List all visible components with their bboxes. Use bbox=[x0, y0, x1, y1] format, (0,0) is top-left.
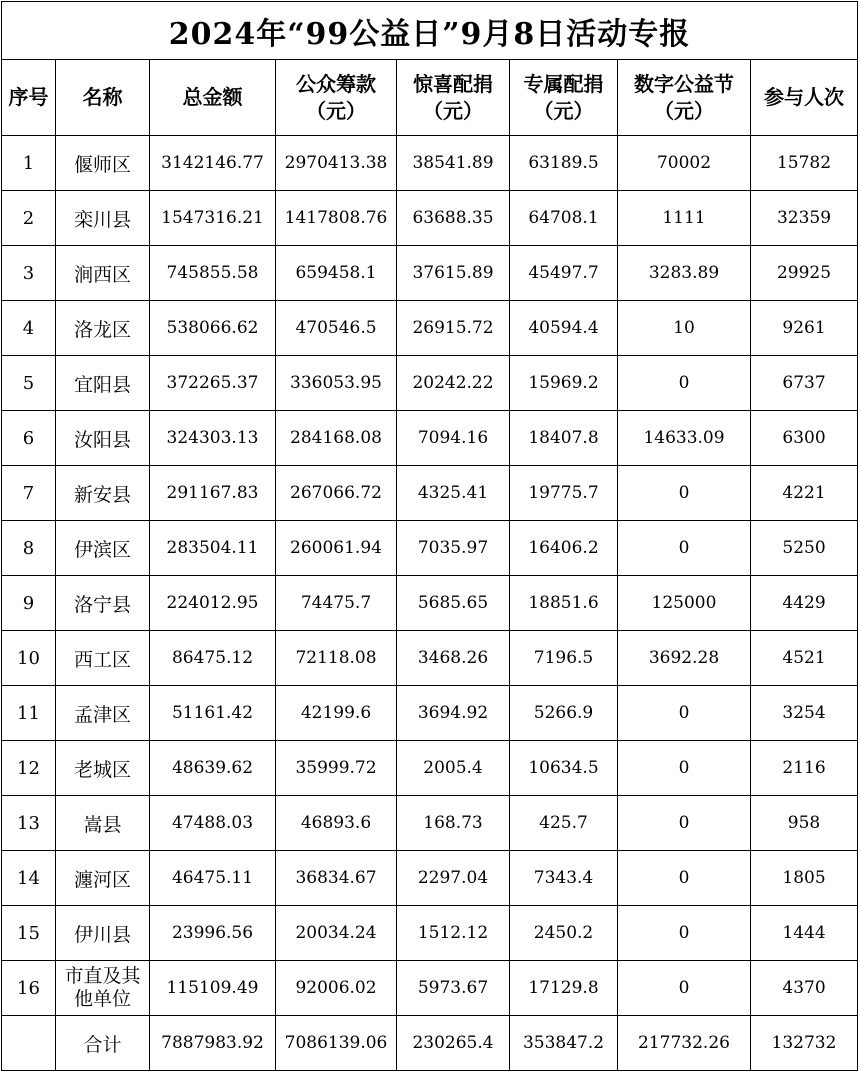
cell-surprise: 26915.72 bbox=[397, 301, 510, 356]
cell-people: 4429 bbox=[751, 576, 858, 631]
table-row bbox=[2, 356, 858, 411]
cell-index: 1 bbox=[2, 136, 56, 191]
header-name bbox=[56, 60, 150, 136]
cell-total: 324303.13 bbox=[150, 411, 276, 466]
header-people-label: 参与人次 bbox=[764, 85, 844, 109]
header-surprise bbox=[397, 60, 510, 136]
header-exclusive bbox=[510, 60, 618, 136]
cell-surprise: 1512.12 bbox=[397, 906, 510, 961]
cell-public: 74475.7 bbox=[276, 576, 397, 631]
cell-people: 1444 bbox=[751, 906, 858, 961]
header-digital-unit: （元） bbox=[654, 98, 714, 123]
cell-surprise: 5973.67 bbox=[397, 961, 510, 1016]
table-row bbox=[2, 521, 858, 576]
cell-surprise: 4325.41 bbox=[397, 466, 510, 521]
cell-public: 260061.94 bbox=[276, 521, 397, 576]
cell-digital: 0 bbox=[618, 466, 751, 521]
cell-digital: 0 bbox=[618, 521, 751, 576]
cell-name-line1: 市直及其 bbox=[64, 965, 141, 987]
header-index bbox=[2, 60, 56, 136]
cell-exclusive: 7343.4 bbox=[510, 851, 618, 906]
cell-total: 47488.03 bbox=[150, 796, 276, 851]
header-index-label: 序号 bbox=[8, 85, 49, 109]
table-row bbox=[2, 136, 858, 191]
cell-people: 5250 bbox=[751, 521, 858, 576]
cell-total: 51161.42 bbox=[150, 686, 276, 741]
cell-total: 224012.95 bbox=[150, 576, 276, 631]
cell-exclusive: 2450.2 bbox=[510, 906, 618, 961]
cell-digital: 1111 bbox=[618, 191, 751, 246]
cell-total: 48639.62 bbox=[150, 741, 276, 796]
cell-people: 4521 bbox=[751, 631, 858, 686]
cell-surprise: 38541.89 bbox=[397, 136, 510, 191]
cell-people: 1805 bbox=[751, 851, 858, 906]
cell-total: 3142146.77 bbox=[150, 136, 276, 191]
cell-exclusive: 45497.7 bbox=[510, 246, 618, 301]
cell-people: 6737 bbox=[751, 356, 858, 411]
cell-people: 6300 bbox=[751, 411, 858, 466]
table-row bbox=[2, 191, 858, 246]
table-row bbox=[2, 301, 858, 356]
header-total bbox=[150, 60, 276, 136]
cell-index: 16 bbox=[2, 961, 56, 1016]
header-row bbox=[2, 60, 858, 136]
cell-surprise: 7035.97 bbox=[397, 521, 510, 576]
cell-total: 538066.62 bbox=[150, 301, 276, 356]
cell-total: 23996.56 bbox=[150, 906, 276, 961]
table-body bbox=[2, 136, 858, 1071]
header-name-label: 名称 bbox=[82, 85, 123, 109]
cell-exclusive: 16406.2 bbox=[510, 521, 618, 576]
cell-name: 新安县 bbox=[56, 466, 150, 521]
cell-people: 9261 bbox=[751, 301, 858, 356]
cell-surprise: 37615.89 bbox=[397, 246, 510, 301]
table-row bbox=[2, 576, 858, 631]
table-row bbox=[2, 466, 858, 521]
cell-people: 4221 bbox=[751, 466, 858, 521]
table-row bbox=[2, 411, 858, 466]
table-row bbox=[2, 741, 858, 796]
page-title: 2024年“99公益日”9月8日活动专报 bbox=[2, 2, 858, 60]
cell-index: 2 bbox=[2, 191, 56, 246]
cell-digital: 0 bbox=[618, 686, 751, 741]
cell-index: 7 bbox=[2, 466, 56, 521]
cell-people: 958 bbox=[751, 796, 858, 851]
cell-index: 13 bbox=[2, 796, 56, 851]
cell-name bbox=[56, 961, 150, 1016]
cell-surprise: 2297.04 bbox=[397, 851, 510, 906]
cell-surprise: 230265.4 bbox=[397, 1016, 510, 1071]
cell-people: 3254 bbox=[751, 686, 858, 741]
cell-index: 9 bbox=[2, 576, 56, 631]
cell-public: 36834.67 bbox=[276, 851, 397, 906]
cell-public: 2970413.38 bbox=[276, 136, 397, 191]
cell-name: 伊滨区 bbox=[56, 521, 150, 576]
cell-digital: 0 bbox=[618, 356, 751, 411]
cell-index: 14 bbox=[2, 851, 56, 906]
cell-public: 92006.02 bbox=[276, 961, 397, 1016]
table-row bbox=[2, 906, 858, 961]
cell-digital: 3283.89 bbox=[618, 246, 751, 301]
cell-digital: 125000 bbox=[618, 576, 751, 631]
cell-name: 栾川县 bbox=[56, 191, 150, 246]
cell-exclusive: 63189.5 bbox=[510, 136, 618, 191]
title-row bbox=[2, 2, 858, 60]
table-row bbox=[2, 246, 858, 301]
cell-public: 20034.24 bbox=[276, 906, 397, 961]
cell-public: 470546.5 bbox=[276, 301, 397, 356]
cell-total: 745855.58 bbox=[150, 246, 276, 301]
cell-total: 7887983.92 bbox=[150, 1016, 276, 1071]
cell-digital: 0 bbox=[618, 796, 751, 851]
header-digital bbox=[618, 60, 751, 136]
table-row bbox=[2, 961, 858, 1016]
cell-index bbox=[2, 1016, 56, 1071]
header-surprise-label: 惊喜配捐 bbox=[413, 71, 493, 96]
header-people bbox=[751, 60, 858, 136]
cell-index: 11 bbox=[2, 686, 56, 741]
cell-digital: 0 bbox=[618, 741, 751, 796]
header-surprise-unit: （元） bbox=[423, 98, 483, 123]
cell-public: 659458.1 bbox=[276, 246, 397, 301]
cell-exclusive: 10634.5 bbox=[510, 741, 618, 796]
cell-exclusive: 19775.7 bbox=[510, 466, 618, 521]
cell-surprise: 20242.22 bbox=[397, 356, 510, 411]
donation-table bbox=[1, 1, 858, 1071]
total-row bbox=[2, 1016, 858, 1071]
cell-name: 宜阳县 bbox=[56, 356, 150, 411]
header-public bbox=[276, 60, 397, 136]
header-exclusive-unit: （元） bbox=[533, 98, 594, 123]
cell-name: 老城区 bbox=[56, 741, 150, 796]
cell-surprise: 2005.4 bbox=[397, 741, 510, 796]
cell-digital: 14633.09 bbox=[618, 411, 751, 466]
cell-total: 372265.37 bbox=[150, 356, 276, 411]
cell-exclusive: 7196.5 bbox=[510, 631, 618, 686]
cell-public: 336053.95 bbox=[276, 356, 397, 411]
cell-public: 7086139.06 bbox=[276, 1016, 397, 1071]
cell-name: 孟津区 bbox=[56, 686, 150, 741]
cell-people: 4370 bbox=[751, 961, 858, 1016]
cell-public: 42199.6 bbox=[276, 686, 397, 741]
cell-exclusive: 40594.4 bbox=[510, 301, 618, 356]
cell-public: 35999.72 bbox=[276, 741, 397, 796]
cell-exclusive: 425.7 bbox=[510, 796, 618, 851]
cell-index: 15 bbox=[2, 906, 56, 961]
cell-exclusive: 18851.6 bbox=[510, 576, 618, 631]
cell-surprise: 168.73 bbox=[397, 796, 510, 851]
cell-exclusive: 5266.9 bbox=[510, 686, 618, 741]
cell-digital: 0 bbox=[618, 906, 751, 961]
cell-surprise: 5685.65 bbox=[397, 576, 510, 631]
cell-exclusive: 15969.2 bbox=[510, 356, 618, 411]
cell-name: 瀍河区 bbox=[56, 851, 150, 906]
cell-exclusive: 64708.1 bbox=[510, 191, 618, 246]
cell-index: 5 bbox=[2, 356, 56, 411]
cell-public: 267066.72 bbox=[276, 466, 397, 521]
header-public-unit: （元） bbox=[306, 98, 366, 123]
cell-public: 72118.08 bbox=[276, 631, 397, 686]
cell-index: 6 bbox=[2, 411, 56, 466]
cell-name: 嵩县 bbox=[56, 796, 150, 851]
cell-people: 2116 bbox=[751, 741, 858, 796]
cell-public: 1417808.76 bbox=[276, 191, 397, 246]
cell-digital: 0 bbox=[618, 961, 751, 1016]
cell-people: 15782 bbox=[751, 136, 858, 191]
cell-total: 115109.49 bbox=[150, 961, 276, 1016]
cell-name: 涧西区 bbox=[56, 246, 150, 301]
cell-digital: 70002 bbox=[618, 136, 751, 191]
header-public-label: 公众筹款 bbox=[296, 71, 376, 96]
table-row bbox=[2, 796, 858, 851]
cell-surprise: 3694.92 bbox=[397, 686, 510, 741]
cell-digital: 10 bbox=[618, 301, 751, 356]
cell-digital: 3692.28 bbox=[618, 631, 751, 686]
cell-total: 86475.12 bbox=[150, 631, 276, 686]
cell-name: 偃师区 bbox=[56, 136, 150, 191]
header-total-label: 总金额 bbox=[182, 85, 243, 109]
cell-total: 291167.83 bbox=[150, 466, 276, 521]
cell-surprise: 63688.35 bbox=[397, 191, 510, 246]
cell-index: 3 bbox=[2, 246, 56, 301]
header-digital-label: 数字公益节 bbox=[634, 71, 734, 96]
cell-total: 1547316.21 bbox=[150, 191, 276, 246]
cell-people: 32359 bbox=[751, 191, 858, 246]
cell-total: 46475.11 bbox=[150, 851, 276, 906]
cell-index: 4 bbox=[2, 301, 56, 356]
cell-exclusive: 17129.8 bbox=[510, 961, 618, 1016]
cell-name: 洛宁县 bbox=[56, 576, 150, 631]
cell-name: 洛龙区 bbox=[56, 301, 150, 356]
cell-public: 284168.08 bbox=[276, 411, 397, 466]
cell-public: 46893.6 bbox=[276, 796, 397, 851]
header-exclusive-label: 专属配捐 bbox=[523, 71, 604, 96]
cell-name: 汝阳县 bbox=[56, 411, 150, 466]
cell-exclusive: 18407.8 bbox=[510, 411, 618, 466]
cell-total: 283504.11 bbox=[150, 521, 276, 576]
cell-surprise: 7094.16 bbox=[397, 411, 510, 466]
cell-name: 合计 bbox=[56, 1016, 150, 1071]
cell-name-line2: 他单位 bbox=[73, 988, 131, 1010]
cell-index: 12 bbox=[2, 741, 56, 796]
cell-name: 伊川县 bbox=[56, 906, 150, 961]
table-row bbox=[2, 631, 858, 686]
cell-people: 29925 bbox=[751, 246, 858, 301]
table-row bbox=[2, 686, 858, 741]
cell-people: 132732 bbox=[751, 1016, 858, 1071]
cell-index: 10 bbox=[2, 631, 56, 686]
table-row bbox=[2, 851, 858, 906]
cell-digital: 0 bbox=[618, 851, 751, 906]
cell-name: 西工区 bbox=[56, 631, 150, 686]
cell-surprise: 3468.26 bbox=[397, 631, 510, 686]
cell-index: 8 bbox=[2, 521, 56, 576]
cell-digital: 217732.26 bbox=[618, 1016, 751, 1071]
cell-exclusive: 353847.2 bbox=[510, 1016, 618, 1071]
